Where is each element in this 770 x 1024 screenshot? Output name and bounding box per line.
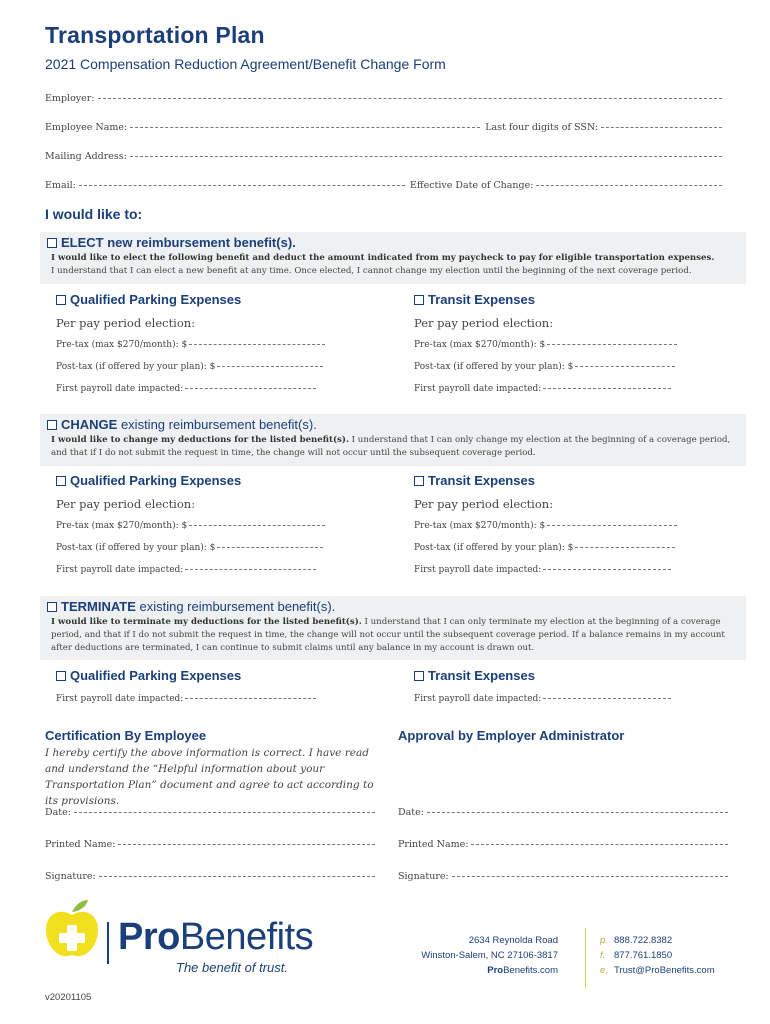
elect-checkbox[interactable] [47,238,57,248]
elect-text: I understand that I can elect a new benefit at any time. Once elected, I cannot change my election until the beginning of the next coverage period. [51,266,692,276]
page-title: Transportation Plan [45,22,265,48]
first-payroll-field[interactable]: First payroll date impacted: [414,565,714,575]
terminate-transit-checkbox[interactable] [414,671,424,681]
posttax-field[interactable]: Post-tax (if offered by your plan): $ [56,543,356,553]
ssn-label: Last four digits of SSN: [485,122,599,133]
terminate-text-bold: I would like to terminate my deductions for the listed benefit(s). [51,617,362,627]
pretax-field[interactable]: Pre-tax (max $270/month): $ [56,521,356,531]
employee-printed-name-field[interactable]: Printed Name: [45,839,375,850]
elect-text-bold: I would like to elect the following benefit and deduct the amount indicated from my paycheck to pay for eligible transportation expenses. [51,253,715,263]
employee-name-label: Employee Name: [45,122,128,133]
address-line2: Winston-Salem, NC 27106-3817 [421,950,558,961]
change-parking-column [56,473,356,575]
employee-name-field[interactable] [45,122,725,133]
change-text: I understand that I can only change my election at the beginning of a coverage period, and that if I do not submit the request in time, the change will not occur until the subsequent coverage period. [51,435,731,458]
terminate-text: I understand that I can only terminate my election at the beginning of a coverage period, and that if I do not submit the request in time, the change will not occur until the subsequent coverage period. If a balance remains in my account after deductions are terminated, I can continue to submit claims until any balance in my account is drawn out. [51,617,725,653]
first-payroll-field[interactable]: First payroll date impacted: [56,565,356,575]
apple-logo-icon [42,898,102,960]
per-pay-label: Per pay period election: [56,497,196,511]
change-text-bold: I would like to change my deductions for the listed benefit(s). [51,435,349,445]
posttax-field[interactable]: Post-tax (if offered by your plan): $ [414,543,714,553]
elect-parking-checkbox[interactable] [56,295,66,305]
first-payroll-field[interactable]: First payroll date impacted: [56,384,356,394]
pretax-field[interactable]: Pre-tax (max $270/month): $ [414,521,714,531]
change-transit-checkbox[interactable] [414,476,424,486]
first-payroll-field[interactable]: First payroll date impacted: [56,694,356,704]
certification-text: I hereby certify the above information is correct. I have read and understand the “Helpful information about your Transportation Plan” document and agree to act according to its provisions. [45,747,374,807]
terminate-panel [40,596,746,660]
email-field[interactable] [45,180,725,191]
effective-date-label: Effective Date of Change: [409,180,534,191]
elect-transit-column [414,292,714,394]
admin-date-field[interactable]: Date: [398,807,728,818]
per-pay-label: Per pay period election: [414,316,554,330]
first-payroll-field[interactable]: First payroll date impacted: [414,384,714,394]
version-label: v20201105 [45,992,92,1003]
certification-heading: Certification By Employee [45,728,207,743]
elect-heading: ELECT new reimbursement benefit(s). [61,235,296,250]
parking-label: Qualified Parking Expenses [70,473,242,488]
pretax-field[interactable]: Pre-tax (max $270/month): $ [56,340,356,350]
transit-label: Transit Expenses [428,473,535,488]
transit-label: Transit Expenses [428,292,535,307]
first-payroll-field[interactable]: First payroll date impacted: [414,694,714,704]
phone-line: p. 888.722.8382 [600,935,673,946]
contact-block [600,933,715,978]
terminate-parking-column [56,668,356,704]
per-pay-label: Per pay period election: [56,316,196,330]
employer-field[interactable] [45,93,725,104]
parking-label: Qualified Parking Expenses [70,668,242,683]
posttax-field[interactable]: Post-tax (if offered by your plan): $ [414,362,714,372]
terminate-parking-checkbox[interactable] [56,671,66,681]
pretax-field[interactable]: Pre-tax (max $270/month): $ [414,340,714,350]
approval-heading: Approval by Employer Administrator [398,728,625,743]
fax-line: f. 877.761.1850 [600,950,673,961]
elect-panel [40,232,746,284]
terminate-heading-rest: existing reimbursement benefit(s). [135,599,336,614]
employer-label: Employer: [45,93,95,104]
transit-label: Transit Expenses [428,668,535,683]
elect-parking-column [56,292,356,394]
email-label: Email: [45,180,76,191]
employee-signature-field[interactable]: Signature: [45,871,375,882]
change-heading-rest: existing reimbursement benefit(s). [117,417,317,432]
page-subtitle: 2021 Compensation Reduction Agreement/Benefit Change Form [45,56,446,72]
website-link[interactable]: ProBenefits.com [487,965,558,976]
change-transit-column [414,473,714,575]
posttax-field[interactable]: Post-tax (if offered by your plan): $ [56,362,356,372]
admin-signature-field[interactable]: Signature: [398,871,728,882]
logo-tagline: The benefit of trust. [176,960,289,975]
address-block [390,933,558,978]
terminate-checkbox[interactable] [47,602,57,612]
employee-date-field[interactable]: Date: [45,807,375,818]
mailing-address-field[interactable] [45,151,725,162]
per-pay-label: Per pay period election: [414,497,554,511]
change-parking-checkbox[interactable] [56,476,66,486]
terminate-heading-bold: TERMINATE [61,599,136,614]
mailing-address-label: Mailing Address: [45,151,127,162]
logo-wordmark: ProBenefits [118,916,314,958]
logo-divider [107,922,109,964]
elect-transit-checkbox[interactable] [414,295,424,305]
change-checkbox[interactable] [47,420,57,430]
email-line[interactable]: e. Trust@ProBenefits.com [600,965,715,976]
change-panel [40,414,746,466]
admin-printed-name-field[interactable]: Printed Name: [398,839,728,850]
parking-label: Qualified Parking Expenses [70,292,242,307]
change-heading-bold: CHANGE [61,417,118,432]
address-line1: 2634 Reynolda Road [468,935,558,946]
footer-divider [585,928,586,988]
would-like-heading: I would like to: [45,206,143,222]
terminate-transit-column [414,668,714,704]
